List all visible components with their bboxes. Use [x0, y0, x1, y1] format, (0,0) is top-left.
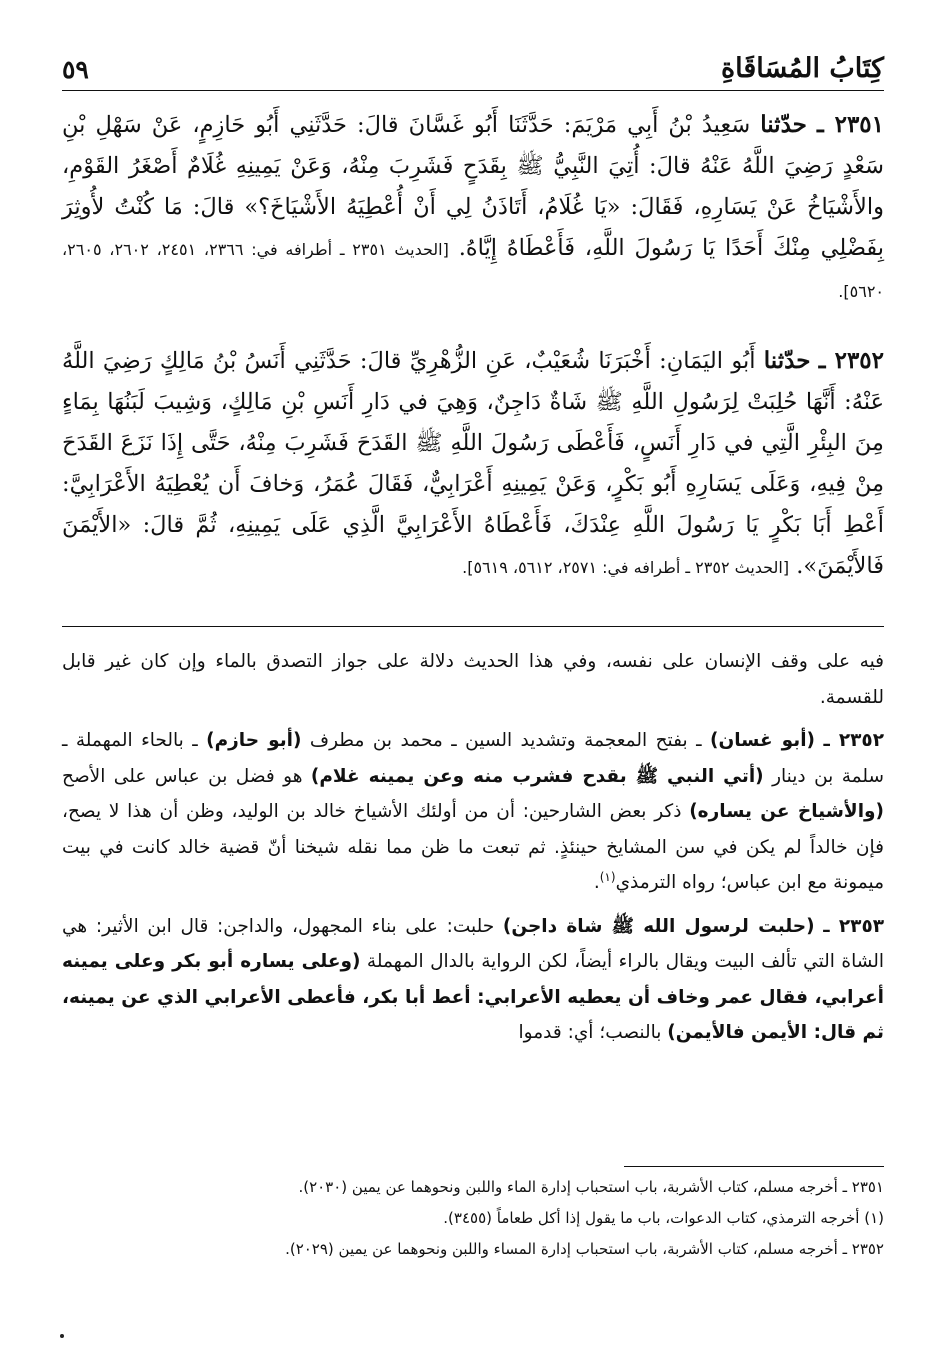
hadith-2352	[62, 340, 884, 588]
footnote-item: ٢٣٥١ ـ أخرجه مسلم، كتاب الأشربة، باب استحباب إدارة الماء واللبن ونحوهما عن يمين (٢٠٣٠).	[298, 1178, 884, 1196]
commentary-text: ذكر بعض الشارحين: أن من أولئك الأشياخ خالد بن الوليد، وظن أن هذا لا يصح، فإن خالداً لم يكن في سن المشايخ حينئذٍ. ثم تبعت ما ظن مما نقله شيخنا أنّ قضية خالد كانت في بيت ميمونة مع ابن عباس؛ رواه الترمذي	[62, 801, 884, 893]
commentary-paragraph	[62, 723, 884, 901]
scan-speck	[60, 1334, 64, 1338]
hadith-2351-text	[62, 104, 884, 312]
commentary	[62, 644, 884, 1059]
footnotes	[62, 1172, 884, 1265]
commentary-text: بالنصب؛ أي: قدموا	[518, 1022, 668, 1043]
commentary-p2-number: ٢٣٥٢ ـ	[823, 730, 885, 751]
commentary-p1-text: فيه على وقف الإنسان على نفسه، وفي هذا الحديث دلالة على جواز التصدق بالماء وإن كان غير قابل للقسمة.	[62, 651, 884, 708]
footnote-item: (١) أخرجه الترمذي، كتاب الدعوات، باب ما يقول إذا أكل طعاماً (٣٤٥٥).	[443, 1209, 884, 1227]
commentary-quote: (وعلى يساره أبو بكر وعلى يمينه أعرابي، فقال عمر وخاف أن يعطيه الأعرابي: أعط أبا بكر، فأعطى الأعرابي الذي عن يمينه، ثم قال: الأيمن فالأيمن)	[62, 951, 884, 1043]
hadith-2352-reference: [الحديث ٢٣٥٢ ـ أطرافه في: ٢٥٧١، ٥٦١٢، ٥٦١٩].	[462, 558, 790, 577]
hadith-2352-body: أَبُو اليَمَانِ: أَخْبَرَنَا شُعَيْبٌ، عَنِ الزُّهْرِيِّ قالَ: حَدَّثَنِي أَنَسُ بْنُ مَالِكٍ رَضِيَ اللَّهُ عَنْهُ: أَنَّهَا حُلِبَتْ لِرَسُولِ اللَّهِ ﷺ شَاةٌ دَاجِنٌ، وَهِيَ في دَارِ أَنَسِ بْنِ مَالِكٍ، وَشِيبَ لَبَنُهَا بِمَاءٍ مِنَ البِئْرِ الَّتِي في دَارِ أَنَسٍ، فَأَعْطَى رَسُولَ اللَّهِ ﷺ القَدَحَ فَشَرِبَ مِنْهُ، حَتَّى إِذَا نَزَعَ القَدَحَ مِنْ فِيهِ، وَعَلَى يَسَارِهِ أَبُو بَكْرٍ، وَعَنْ يَمِينِهِ أَعْرَابِيٌّ، فَقَالَ عُمَرُ، وَخافَ أَن يُعْطِيَهُ الأَعْرَابِيَّ: أَعْطِ أَبَا بَكْرٍ يَا رَسُولَ اللَّهِ عِنْدَكَ، فَأَعْطَاهُ الأَعْرَابِيَّ الَّذِي عَلَى يَمِينِهِ، ثُمَّ قالَ: «الأَيْمَنَ فَالأَيْمَنَ».	[62, 348, 884, 579]
hadith-2352-number: ٢٣٥٢ ـ	[818, 347, 885, 374]
commentary-quote: (أتي النبي ﷺ بقدح فشرب منه وعن يمينه غلام)	[310, 765, 764, 787]
hadith-2352-lead: حدّثنا	[763, 347, 811, 374]
book-title: كِتَابُ المُسَاقَاةِ	[721, 53, 884, 84]
hadith-2351-reference: [الحديث ٢٣٥١ ـ أطرافه في: ٢٣٦٦، ٢٤٥١، ٢٦٠٢، ٢٦٠٥، ٥٦٢٠].	[62, 240, 884, 301]
commentary-paragraph	[62, 909, 884, 1051]
header-rule	[62, 90, 884, 91]
commentary-p3-number: ٢٣٥٣ ـ	[823, 915, 885, 937]
footnote-marker: (١)	[599, 869, 616, 884]
hadith-2351-number: ٢٣٥١ ـ	[816, 111, 885, 138]
page-number: ٥٩	[62, 55, 89, 84]
commentary-text: ـ بفتح المعجمة وتشديد السين ـ محمد بن مطرف	[301, 730, 710, 751]
commentary-text: .	[593, 872, 600, 893]
commentary-text: حلبت: على بناء المجهول، والداجن: قال ابن الأثير: هي الشاة التي تألف البيت ويقال بالراء أيضاً، لكن الرواية بالدال المهملة	[62, 915, 885, 972]
commentary-quote: (أبو حازم)	[206, 730, 302, 751]
footnote-rule	[624, 1166, 884, 1167]
commentary-quote: (أبو غسان)	[709, 730, 816, 751]
section-divider	[62, 626, 884, 627]
commentary-text: ـ بالحاء المهملة ـ سلمة بن دينار	[62, 730, 885, 787]
commentary-quote: (والأشياخ عن يساره)	[689, 801, 884, 822]
footnote-item: ٢٣٥٢ ـ أخرجه مسلم، كتاب الأشربة، باب استحباب إدارة المساء واللبن ونحوهما عن يمين (٢٠٢٩).	[285, 1240, 884, 1258]
commentary-quote: (حلبت لرسول الله ﷺ شاة داجن)	[502, 915, 815, 937]
hadith-2351-lead: حدّثنا	[760, 111, 807, 138]
commentary-paragraph	[62, 644, 884, 715]
hadith-2351	[62, 104, 884, 312]
commentary-text: هو فضل بن عباس على الأصح	[62, 765, 311, 787]
running-header	[62, 28, 884, 84]
hadith-2352-text	[62, 340, 884, 588]
hadith-2351-body: سَعِيدُ بْنُ أَبِي مَرْيَمَ: حَدَّثَنَا أَبُو غَسَّانَ قالَ: حَدَّثَنِي أَبُو حَازِمٍ، عَنْ سَهْلِ بْنِ سَعْدٍ رَضِيَ اللَّهُ عَنْهُ قالَ: أُتِيَ النَّبِيُّ ﷺ بِقَدَحٍ فَشَرِبَ مِنْهُ، وَعَنْ يَمِينِهِ غُلَامٌ أَصْغَرُ القَوْمِ، والأَشْيَاخُ عَنْ يَسَارِهِ، فَقَالَ: «يَا غُلَامُ، أَتَاذَنُ لِي أَنْ أُعْطِيَهُ الأَشْيَاخَ؟» قالَ: مَا كُنْتُ لأُوثِرَ بِفَضْلِي مِنْكَ أَحَدًا يَا رَسُولَ اللَّهِ، فَأَعْطَاهُ إِيَّاهُ.	[62, 112, 885, 261]
